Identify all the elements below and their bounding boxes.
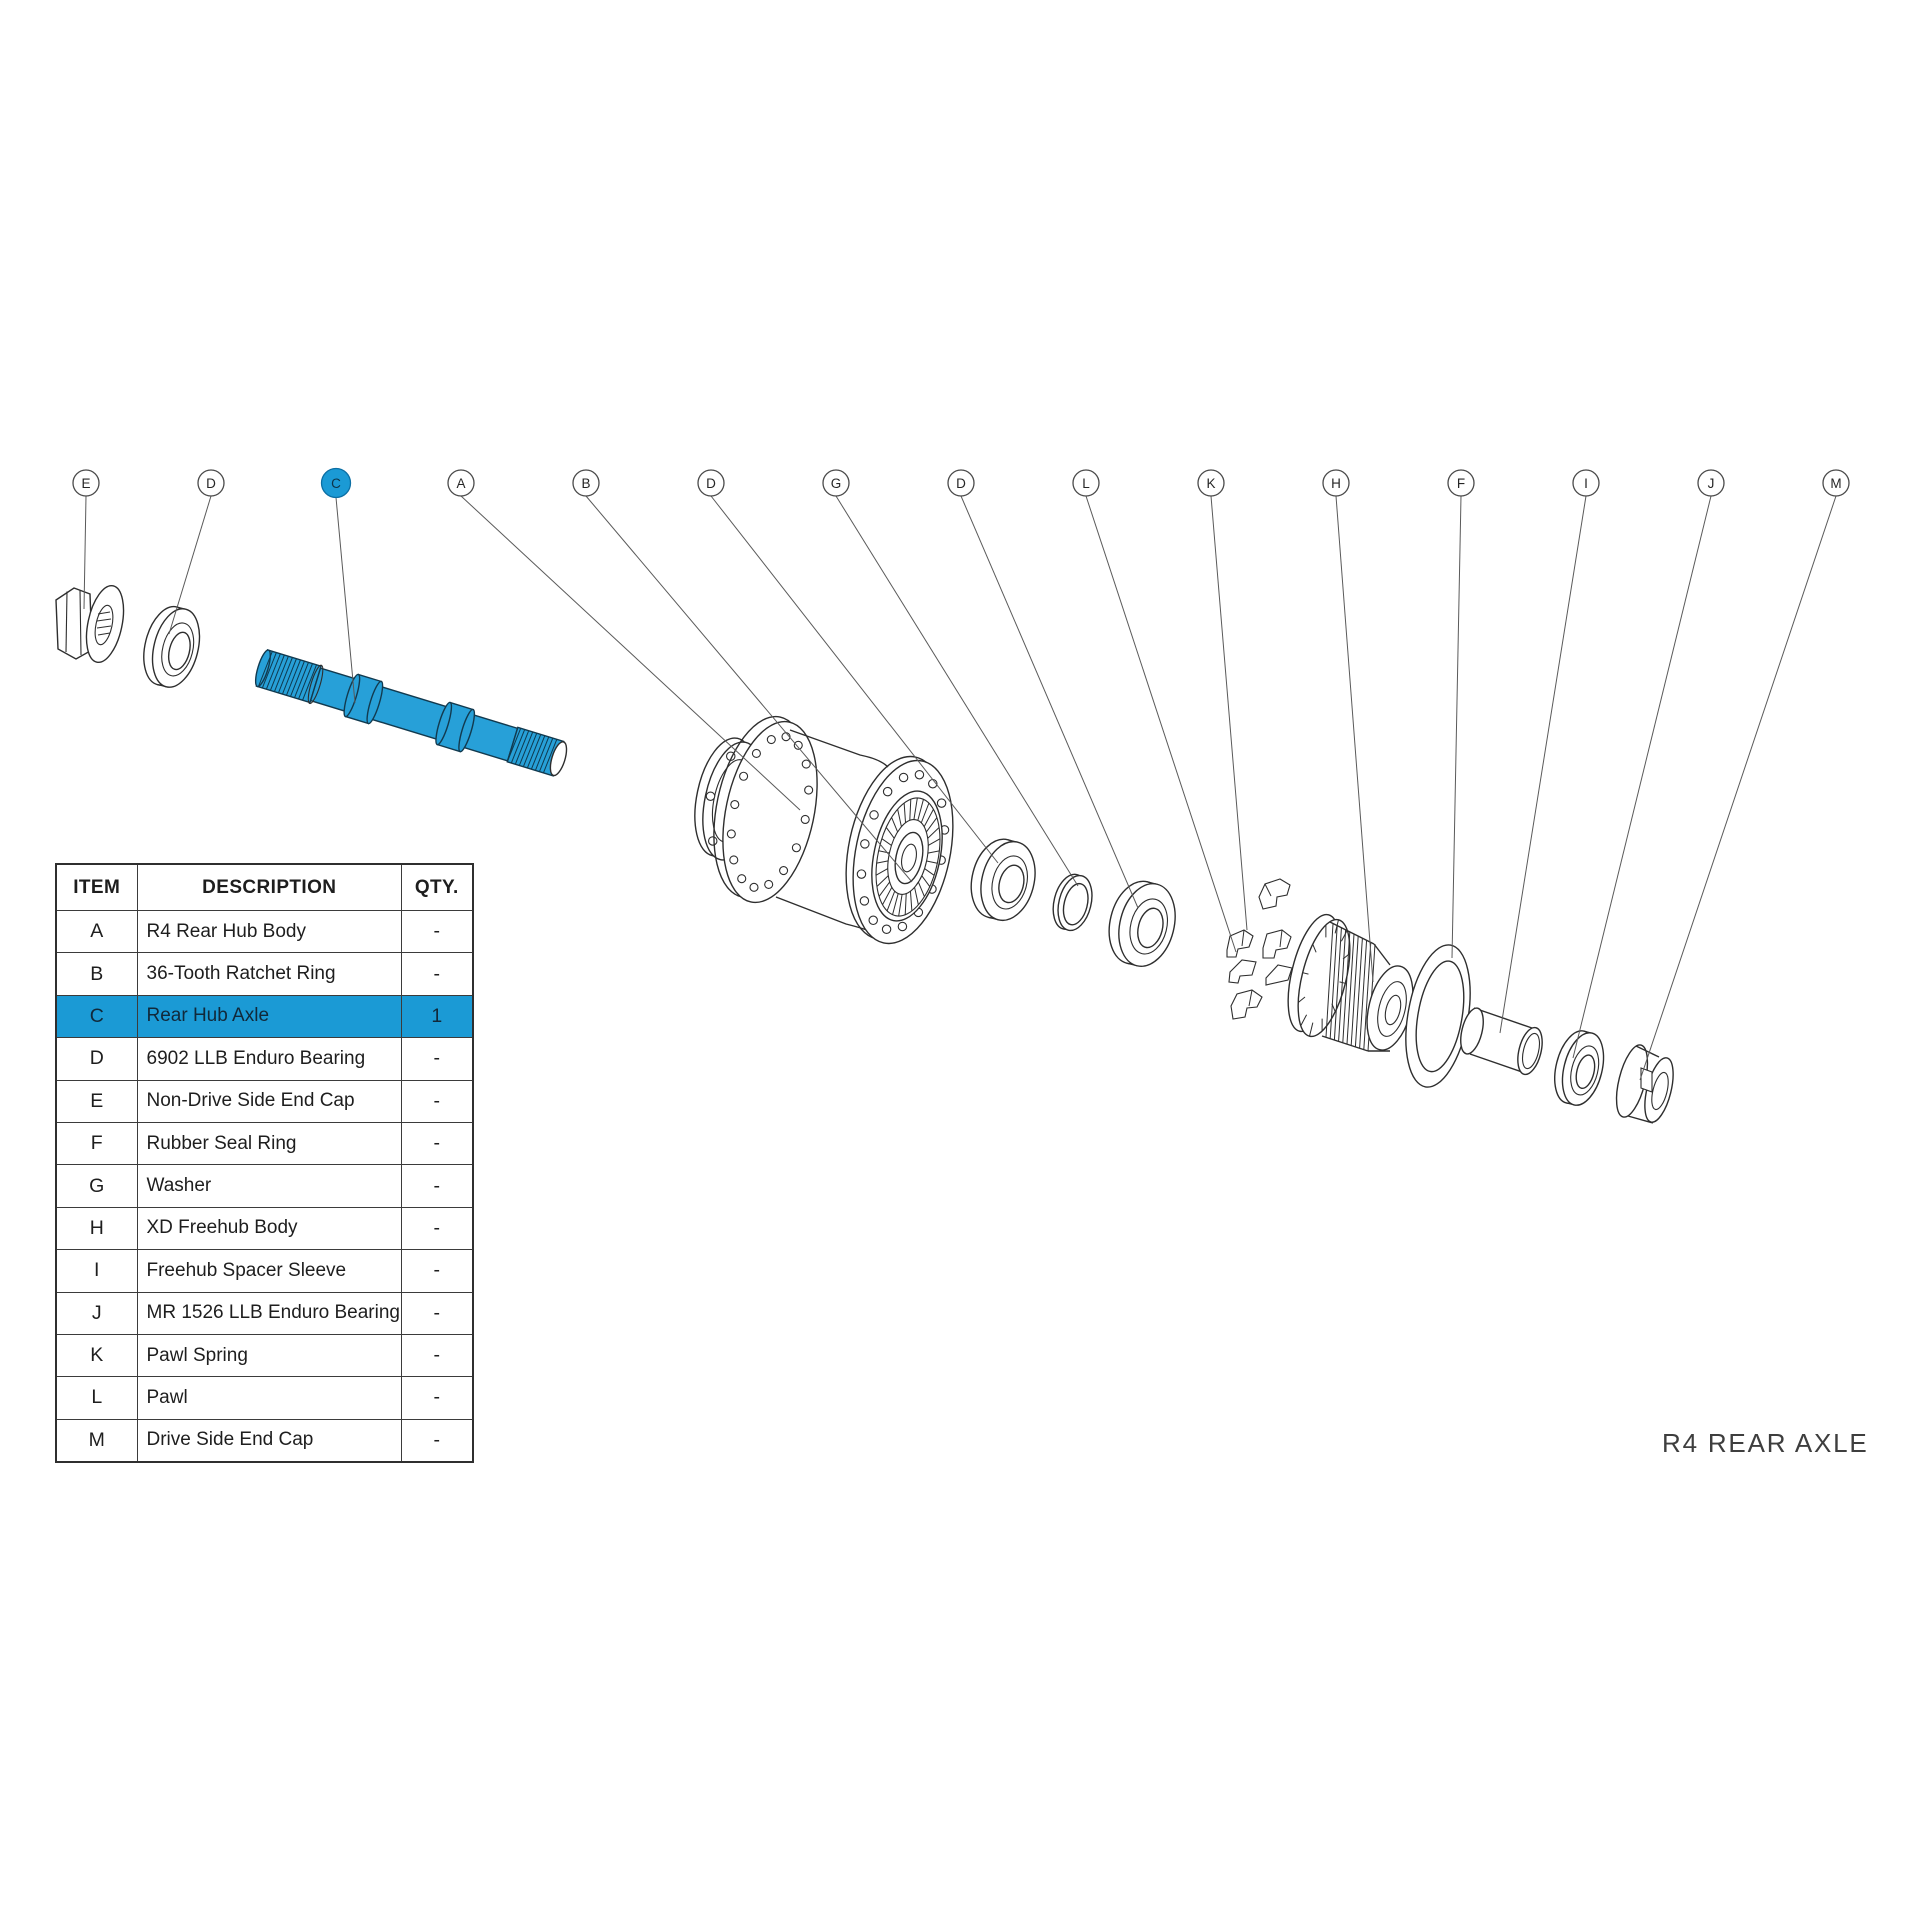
leader-line-K bbox=[1211, 496, 1247, 930]
part-drive-side-end-cap bbox=[1610, 1042, 1678, 1125]
cell-item: K bbox=[56, 1334, 137, 1376]
cell-item: B bbox=[56, 953, 137, 995]
part-freehub-spacer-sleeve bbox=[1457, 1006, 1547, 1077]
table-row-A bbox=[56, 911, 473, 953]
table-row-C bbox=[56, 995, 473, 1037]
cell-item: A bbox=[56, 911, 137, 953]
table-row-M bbox=[56, 1419, 473, 1461]
cell-item: E bbox=[56, 1080, 137, 1122]
cell-qty: - bbox=[402, 1292, 473, 1334]
cell-item: D bbox=[56, 1038, 137, 1080]
col-header-description: DESCRIPTION bbox=[137, 864, 402, 911]
spoke-hole bbox=[915, 771, 923, 779]
leader-line-M bbox=[1640, 496, 1836, 1080]
table-row-L bbox=[56, 1377, 473, 1419]
cell-qty: - bbox=[402, 1334, 473, 1376]
cell-item: M bbox=[56, 1419, 137, 1461]
cell-description: 36-Tooth Ratchet Ring bbox=[137, 953, 402, 995]
cell-qty: 1 bbox=[402, 995, 473, 1037]
leader-line-L bbox=[1086, 496, 1236, 952]
part-xd-freehub-body bbox=[1278, 909, 1421, 1054]
table-row-D bbox=[56, 1038, 473, 1080]
leader-line-I bbox=[1500, 496, 1586, 1033]
cell-qty: - bbox=[402, 1207, 473, 1249]
spoke-hole bbox=[780, 867, 788, 875]
thread-line bbox=[1355, 938, 1362, 1047]
table-row-I bbox=[56, 1250, 473, 1292]
spoke-hole bbox=[752, 749, 760, 757]
cell-description: Freehub Spacer Sleeve bbox=[137, 1250, 402, 1292]
cell-qty: - bbox=[402, 953, 473, 995]
leader-line-H bbox=[1336, 496, 1373, 982]
callout-letter-A: A bbox=[456, 475, 466, 491]
callout-letter-K: K bbox=[1206, 475, 1216, 491]
spoke-hole bbox=[730, 856, 738, 864]
spoke-hole bbox=[861, 840, 869, 848]
cell-item: H bbox=[56, 1207, 137, 1249]
callout-letter-F: F bbox=[1456, 475, 1466, 491]
part-pawls-and-springs bbox=[1227, 879, 1292, 1019]
callout-letter-D: D bbox=[206, 475, 216, 491]
table-header-row bbox=[56, 864, 473, 911]
leader-line-F bbox=[1452, 496, 1461, 958]
col-header-item: ITEM bbox=[56, 864, 137, 911]
spoke-hole bbox=[937, 799, 945, 807]
drawing-title: R4 REAR AXLE bbox=[1662, 1428, 1869, 1458]
spoke-hole bbox=[709, 837, 717, 845]
table-row-F bbox=[56, 1122, 473, 1164]
spoke-hole bbox=[869, 916, 877, 924]
parts-table bbox=[55, 863, 474, 1463]
cell-description: XD Freehub Body bbox=[137, 1207, 402, 1249]
spoke-hole bbox=[882, 925, 890, 933]
cell-description: Pawl bbox=[137, 1377, 402, 1419]
spoke-hole bbox=[898, 922, 906, 930]
cell-item: F bbox=[56, 1122, 137, 1164]
cell-qty: - bbox=[402, 1165, 473, 1207]
spoke-hole bbox=[857, 870, 865, 878]
spoke-hole bbox=[706, 792, 714, 800]
callout-letter-D: D bbox=[706, 475, 716, 491]
spoke-hole bbox=[792, 844, 800, 852]
callout-letter-D: D bbox=[956, 475, 966, 491]
table-row-B bbox=[56, 953, 473, 995]
callout-letter-I: I bbox=[1584, 475, 1588, 491]
spoke-hole bbox=[860, 897, 868, 905]
callout-letter-B: B bbox=[581, 475, 591, 491]
part-washer bbox=[1048, 871, 1097, 934]
part-bearing-6902-mid bbox=[963, 833, 1043, 926]
spoke-hole bbox=[802, 760, 810, 768]
cell-description: Non-Drive Side End Cap bbox=[137, 1080, 402, 1122]
spoke-hole bbox=[805, 786, 813, 794]
callout-letter-E: E bbox=[81, 475, 91, 491]
spoke-hole bbox=[727, 830, 735, 838]
cell-item: L bbox=[56, 1377, 137, 1419]
spoke-hole bbox=[738, 875, 746, 883]
cell-description: 6902 LLB Enduro Bearing bbox=[137, 1038, 402, 1080]
part-bearing-6902-right bbox=[1101, 875, 1183, 972]
cell-qty: - bbox=[402, 911, 473, 953]
cell-qty: - bbox=[402, 1377, 473, 1419]
cell-qty: - bbox=[402, 1122, 473, 1164]
part-mr1526-bearing bbox=[1548, 1027, 1611, 1110]
callout-bubbles bbox=[73, 469, 1849, 498]
cell-description: R4 Rear Hub Body bbox=[137, 911, 402, 953]
table-row-H bbox=[56, 1207, 473, 1249]
callout-letter-G: G bbox=[830, 475, 842, 491]
spoke-hole bbox=[765, 880, 773, 888]
cell-qty: - bbox=[402, 1250, 473, 1292]
cell-qty: - bbox=[402, 1038, 473, 1080]
spoke-hole bbox=[899, 773, 907, 781]
part-non-drive-end-cap bbox=[56, 582, 130, 665]
callout-letter-L: L bbox=[1082, 475, 1090, 491]
cell-description: Drive Side End Cap bbox=[137, 1419, 402, 1461]
col-header-qty: QTY. bbox=[402, 864, 473, 911]
cell-item: G bbox=[56, 1165, 137, 1207]
cell-qty: - bbox=[402, 1080, 473, 1122]
thread-line bbox=[1360, 940, 1367, 1048]
cell-description: MR 1526 LLB Enduro Bearing bbox=[137, 1292, 402, 1334]
spoke-hole bbox=[750, 883, 758, 891]
spoke-hole bbox=[883, 787, 891, 795]
callout-letter-H: H bbox=[1331, 475, 1341, 491]
table-row-G bbox=[56, 1165, 473, 1207]
cell-description: Rear Hub Axle bbox=[137, 995, 402, 1037]
callout-letter-M: M bbox=[1830, 475, 1842, 491]
cell-description: Washer bbox=[137, 1165, 402, 1207]
cell-item: C bbox=[56, 995, 137, 1037]
table-row-K bbox=[56, 1334, 473, 1376]
leader-line-J bbox=[1573, 496, 1711, 1058]
spoke-hole bbox=[740, 772, 748, 780]
thread-line bbox=[1351, 936, 1358, 1045]
callout-letter-C: C bbox=[331, 475, 341, 491]
spoke-hole bbox=[731, 801, 739, 809]
part-bearing-6902-left bbox=[136, 602, 207, 692]
cell-item: J bbox=[56, 1292, 137, 1334]
part-rear-hub-axle bbox=[252, 646, 571, 782]
part-hub-body bbox=[685, 708, 968, 953]
spoke-hole bbox=[870, 811, 878, 819]
spoke-hole bbox=[801, 815, 809, 823]
spoke-hole bbox=[767, 736, 775, 744]
table-row-J bbox=[56, 1292, 473, 1334]
leader-line-C bbox=[336, 498, 355, 704]
cell-description: Pawl Spring bbox=[137, 1334, 402, 1376]
callout-letter-J: J bbox=[1707, 475, 1715, 491]
table-row-E bbox=[56, 1080, 473, 1122]
cell-qty: - bbox=[402, 1419, 473, 1461]
cell-item: I bbox=[56, 1250, 137, 1292]
cell-description: Rubber Seal Ring bbox=[137, 1122, 402, 1164]
